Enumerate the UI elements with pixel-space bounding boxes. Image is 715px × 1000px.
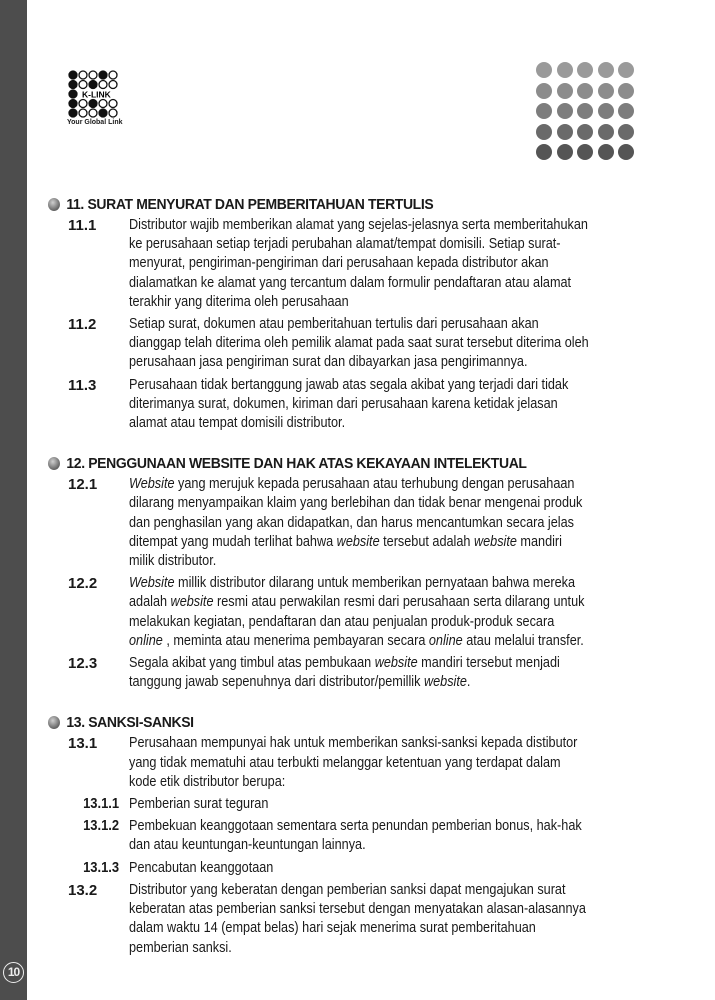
clause-text: Pemberian surat teguran: [129, 796, 269, 813]
section: [48, 712, 618, 957]
logo-dot: [89, 100, 97, 108]
logo-dot: [109, 81, 117, 89]
logo-dot: [89, 71, 97, 79]
sub-clause: [48, 795, 618, 814]
logo-dot: [109, 100, 117, 108]
decor-dot: [598, 144, 614, 160]
decor-dot: [618, 83, 634, 99]
clause-text: Segala akibat yang timbul atas pembukaan website mandiri tersebut menjadi tanggung jawab sepenuhnya dari distributor/pemillik website.: [129, 655, 560, 691]
decor-dot: [557, 62, 573, 78]
section-heading: [48, 453, 572, 473]
clause-number: 13.1.1: [83, 796, 120, 813]
clause-number: 11.3: [68, 376, 97, 394]
decor-dot: [618, 62, 634, 78]
decor-dot: [536, 144, 552, 160]
clause-text: Website millik distributor dilarang untuk memberikan pernyataan bahwa mereka adalah website resmi atau perwakilan resmi dari perusahaan serta dilarang untuk melakukan kegiatan, pendaftaran dan atau penjualan produk-produk secara online , meminta atau menerima pembayaran secara online atau melalui transfer.: [129, 575, 585, 649]
clause-number: 13.1: [68, 735, 98, 753]
clause: [48, 315, 618, 373]
decor-dot: [577, 103, 593, 119]
logo-dot: [79, 81, 87, 89]
clause-number: 13.1.3: [83, 859, 120, 876]
section: [48, 453, 618, 692]
section-heading: [48, 194, 572, 214]
logo-dot: [79, 71, 87, 79]
clause: [48, 376, 618, 434]
clause-text: Website yang merujuk kepada perusahaan atau terhubung dengan perusahaan dilarang menyampaikan klaim yang berlebihan dan tidak benar mengenai produk dan penghasilan yang akan didapatkan, dan harus mencantumkan secara jelas ditempat yang mudah terlihat bahwa website tersebut adalah website mandiri milik distributor.: [129, 476, 583, 570]
decor-dot: [598, 83, 614, 99]
decor-dot: [598, 103, 614, 119]
clause-text: Perusahaan tidak bertanggung jawab atas segala akibat yang terjadi dari tidak diterimanya surat, dokumen, kiriman dari perusahaan karena ketidak jelasan alamat atau tempat domisili distributor.: [129, 376, 569, 432]
page-number: 10: [3, 962, 24, 983]
decor-dot: [557, 103, 573, 119]
logo-dot: [69, 71, 77, 79]
clause-number: 11.2: [68, 316, 97, 334]
decor-dot: [536, 124, 552, 140]
section-heading: [48, 712, 572, 732]
clause-number: 13.2: [68, 881, 98, 899]
clause: [48, 881, 618, 958]
decor-dot: [618, 124, 634, 140]
decor-dot: [536, 103, 552, 119]
logo-dot: [69, 81, 77, 89]
decor-dot: [557, 83, 573, 99]
section-heading-text: 13. SANKSI-SANKSI: [66, 713, 194, 731]
decor-dot: [577, 83, 593, 99]
decor-dot: [557, 144, 573, 160]
decor-dot: [577, 144, 593, 160]
logo-dot: [69, 100, 77, 108]
clause: [48, 574, 618, 651]
logo-text: K-LINK: [82, 89, 111, 100]
section: [48, 194, 618, 433]
clause: [48, 734, 618, 792]
clause-number: 11.1: [68, 217, 97, 234]
decor-dot: [557, 124, 573, 140]
document-body: [48, 194, 618, 978]
logo-dot: [99, 81, 107, 89]
page-sidebar: [0, 0, 27, 1000]
clause-number: 12.2: [68, 575, 98, 593]
sub-clause: [48, 859, 618, 878]
logo-dot: [109, 109, 117, 117]
logo-dot: [89, 81, 97, 89]
clause: [48, 216, 618, 312]
clause: [48, 654, 618, 692]
clause-text: Distributor wajib memberikan alamat yang sejelas-jelasnya serta memberitahukan ke perusahaan setiap terjadi perubahan alamat/tempat domisili. Setiap surat- menyurat, pengiriman-pengiriman dari perusahaan kepada distributor akan dialamatkan ke alamat yang tercantum dalam formulir pendaftaran atau alamat terakhir yang diterima oleh perusahaan: [129, 217, 588, 310]
clause: [48, 475, 618, 571]
decor-dot: [618, 144, 634, 160]
bullet-icon: [48, 457, 60, 470]
decor-dot: [536, 62, 552, 78]
decor-dot: [536, 83, 552, 99]
logo-dot: [79, 100, 87, 108]
logo-dot: [69, 90, 77, 98]
logo-dot: [79, 109, 87, 117]
decorative-dot-grid: [536, 62, 635, 161]
decor-dot: [618, 103, 634, 119]
logo-dot: [99, 100, 107, 108]
clause-number: 12.3: [68, 655, 98, 673]
decor-dot: [598, 62, 614, 78]
clause-text: Perusahaan mempunyai hak untuk memberikan sanksi-sanksi kepada distibutor yang tidak mematuhi atau terbukti melanggar ketentuan yang terdapat dalam kode etik distributor berupa:: [129, 735, 578, 790]
clause-text: Pembekuan keanggotaan sementara serta penundan pemberian bonus, hak-hak dan atau keuntungan-keuntungan lainnya.: [129, 818, 582, 854]
logo-dot: [89, 109, 97, 117]
section-heading-text: 11. SURAT MENYURAT DAN PEMBERITAHUAN TERTULIS: [66, 195, 434, 213]
decor-dot: [577, 124, 593, 140]
bullet-icon: [48, 198, 60, 211]
clause-number: 13.1.2: [83, 818, 120, 835]
sub-clause: [48, 817, 618, 855]
logo-dot: [69, 109, 77, 117]
clause-text: Distributor yang keberatan dengan pemberian sanksi dapat mengajukan surat keberatan atas pemberian sanksi tersebut dengan menyatakan alasan-alasannya dalam waktu 14 (empat belas) hari sejak menerima surat pemberitahuan pemberian sanksi.: [129, 881, 586, 956]
logo-dot: [99, 71, 107, 79]
logo-dot: [99, 109, 107, 117]
logo-dot: [109, 71, 117, 79]
logo-tagline: Your Global Link: [67, 119, 123, 126]
clause-text: Setiap surat, dokumen atau pemberitahuan tertulis dari perusahaan akan dianggap telah diterima oleh pemilik alamat pada saat surat tersebut diterima oleh perusahaan jasa pengiriman surat dan dibayarkan jasa pengirimannya.: [129, 316, 589, 371]
clause-text: Pencabutan keanggotaan: [129, 859, 274, 876]
clause-number: 12.1: [68, 476, 98, 494]
decor-dot: [598, 124, 614, 140]
section-heading-text: 12. PENGGUNAAN WEBSITE DAN HAK ATAS KEKAYAAN INTELEKTUAL: [66, 454, 527, 472]
decor-dot: [577, 62, 593, 78]
bullet-icon: [48, 716, 60, 729]
